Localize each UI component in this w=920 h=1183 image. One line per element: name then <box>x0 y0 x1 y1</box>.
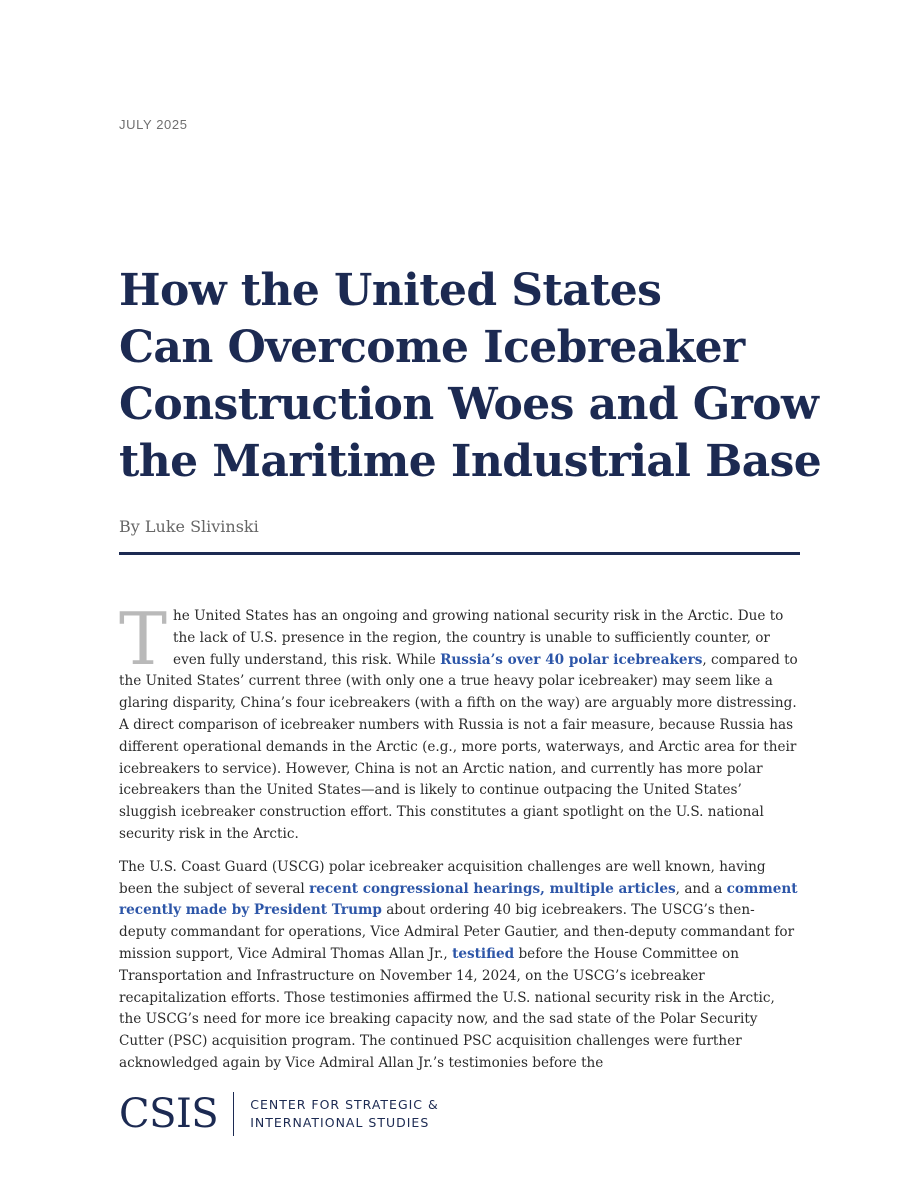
drop-cap: T <box>119 597 168 681</box>
csis-footer <box>119 1092 439 1136</box>
title-line: the Maritime Industrial Base <box>119 436 822 487</box>
paragraph-text: before the House Committee on Transportation and Infrastructure on November 14, 2024, on the USCG’s icebreaker recapitalization efforts. Those testimonies affirmed the U.S. national security risk in the Arctic, the USCG’s need for more ice breaking capacity now, and the sad state of the Polar Security Cutter (PSC) acquisition program. The continued PSC acquisition challenges were further acknowledged again by Vice Admiral Allan Jr.’s testimonies before the <box>119 945 775 1071</box>
article-body <box>119 597 801 1086</box>
author-byline: By Luke Slivinski <box>119 517 259 536</box>
organization-name <box>250 1096 439 1132</box>
link-separator: , <box>540 880 550 897</box>
page-title <box>119 262 822 490</box>
paragraph-uscg <box>119 857 801 1075</box>
paragraph-text: , compared to the United States’ current three (with only one a true heavy polar icebreaker) may seem like a glaring disparity, China’s four icebreakers (with a fifth on the way) are arguably more distressing. A direct comparison of icebreaker numbers with Russia is not a fair measure, because Russia has different operational demands in the Arctic (e.g., more ports, waterways, and Arctic area for their icebreakers to service). However, China is not an Arctic nation, and currently has more polar icebreakers than the United States—and is likely to continue outpacing the United States’ sluggish icebreaker construction effort. This constitutes a giant spotlight on the U.S. national security risk in the Arctic. <box>119 651 798 842</box>
paragraph-intro <box>119 597 801 846</box>
link-russia-icebreakers[interactable]: Russia’s over 40 polar icebreakers <box>440 651 703 668</box>
link-congressional-hearings[interactable]: recent congressional hearings <box>309 880 541 897</box>
organization-name-line: INTERNATIONAL STUDIES <box>250 1115 430 1130</box>
logo-divider <box>233 1092 234 1136</box>
organization-name-line: CENTER FOR STRATEGIC & <box>250 1097 439 1112</box>
publication-date: JULY 2025 <box>119 117 188 132</box>
link-president-trump-comment[interactable]: comment recently made by President Trump <box>119 880 798 919</box>
title-line: How the United States <box>119 265 662 316</box>
link-testified[interactable]: testified <box>452 945 515 962</box>
link-multiple-articles[interactable]: multiple articles <box>549 880 676 897</box>
title-line: Construction Woes and Grow <box>119 379 819 430</box>
paragraph-text: he United States has an ongoing and growing national security risk in the Arctic. Due to the lack of U.S. presence in the region, the country is unable to sufficiently counter, or even fully understand, this risk. While <box>173 608 784 668</box>
paragraph-text: about ordering 40 big icebreakers. The USCG’s then-deputy commandant for operations, Vice Admiral Peter Gautier, and then-deputy commandant for mission support, Vice Admiral Thomas Allan Jr., <box>119 902 795 962</box>
title-line: Can Overcome Icebreaker <box>119 322 745 373</box>
csis-logo: CSIS <box>119 1091 219 1137</box>
title-divider <box>119 552 800 555</box>
paragraph-text: The U.S. Coast Guard (USCG) polar icebreaker acquisition challenges are well known, having been the subject of several <box>119 858 766 897</box>
paragraph-text: , and a <box>675 880 727 897</box>
